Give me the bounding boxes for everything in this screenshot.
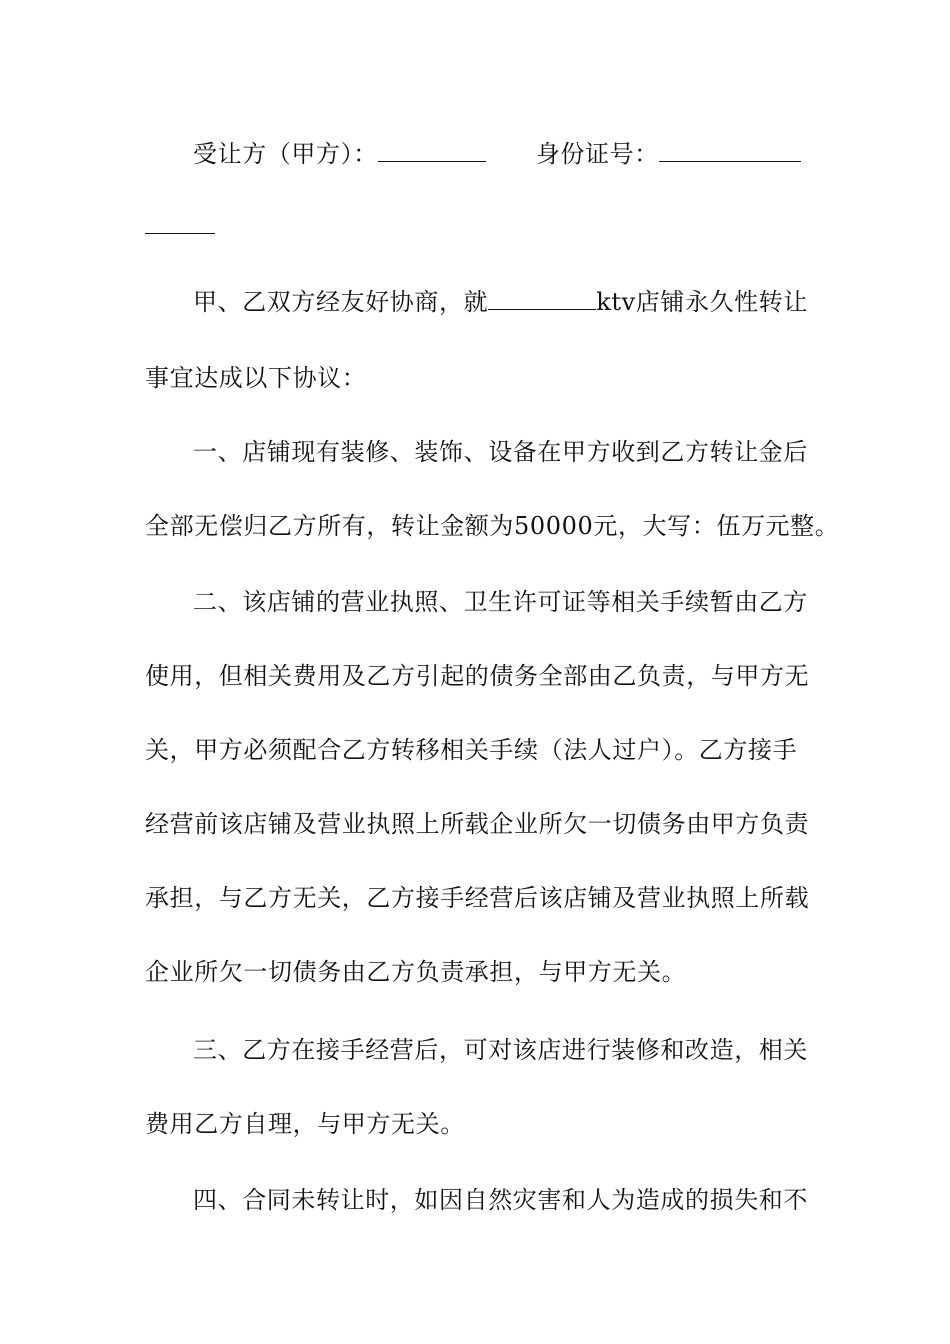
shop-name-blank[interactable] [488, 289, 596, 310]
transferee-name-blank[interactable] [378, 141, 486, 162]
clause-4-line-1: 四、合同未转让时，如因自然灾害和人为造成的损失和不 [193, 1186, 808, 1214]
transferee-label: 受让方（甲方）： [193, 140, 378, 168]
transferee-row [193, 138, 810, 170]
id-number-blank-continued[interactable] [145, 213, 215, 234]
clause-2-line-4: 经营前该店铺及营业执照上所载企业所欠一切债务由甲方负责 [145, 810, 810, 838]
clause-1-line-2: 全部无偿归乙方所有，转让金额为50000元，大写：伍万元整。 [145, 512, 840, 540]
clause-2-line-1: 二、该店铺的营业执照、卫生许可证等相关手续暂由乙方 [193, 588, 808, 616]
id-number-label: 身份证号： [535, 140, 659, 168]
clause-2-line-2: 使用，但相关费用及乙方引起的债务全部由乙负责，与甲方无 [145, 662, 810, 690]
clause-2-line-3: 关，甲方必须配合乙方转移相关手续（法人过户）。乙方接手 [145, 736, 798, 764]
clause-2-line-5: 承担，与乙方无关，乙方接手经营后该店铺及营业执照上所载 [145, 884, 810, 912]
clause-2-line-6: 企业所欠一切债务由乙方负责承担，与甲方无关。 [145, 958, 687, 986]
id-number-blank[interactable] [659, 141, 801, 162]
id-number-continuation [145, 210, 810, 242]
clause-1-line-1: 一、店铺现有装修、装饰、设备在甲方收到乙方转让金后 [193, 438, 808, 466]
paragraph-line-2: 事宜达成以下协议： [145, 364, 367, 392]
paragraph-line-1 [193, 286, 810, 318]
clause-3-line-2: 费用乙方自理，与甲方无关。 [145, 1110, 465, 1138]
intro-text: 甲、乙双方经友好协商，就 [193, 288, 489, 316]
intro-text-ktv: ktv店铺永久性转让 [596, 288, 808, 316]
clause-3-line-1: 三、乙方在接手经营后，可对该店进行装修和改造，相关 [193, 1036, 808, 1064]
